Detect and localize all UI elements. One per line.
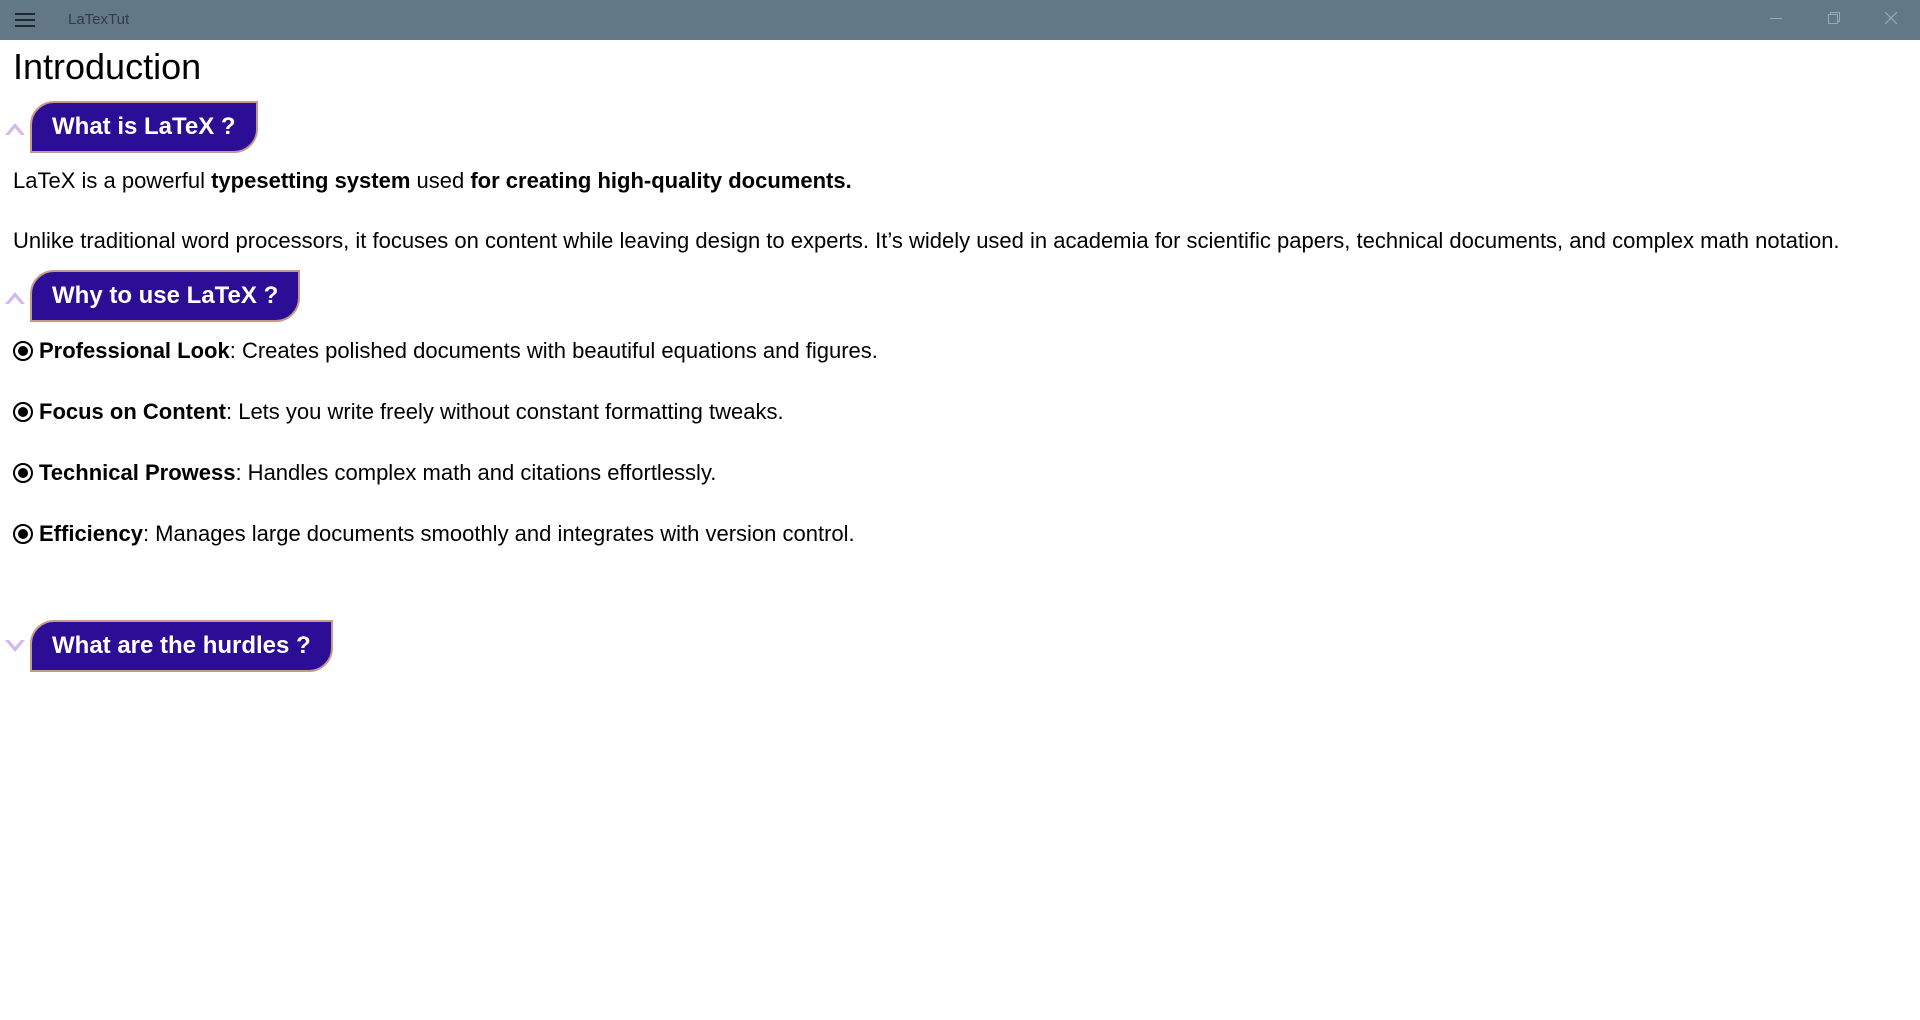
section-header-why-use-latex[interactable] [0,270,300,322]
page-title: Introduction [13,46,202,87]
list-item-title: Focus on Content [39,399,226,424]
list-item-text: : Creates polished documents with beautiful equations and figures. [229,338,878,363]
chevron-up-icon[interactable] [4,117,26,139]
radio-bullet-icon [13,402,33,422]
list-item [13,519,855,549]
list-item-text: : Handles complex math and citations effortlessly. [235,460,717,485]
app-title: LaTexTut [68,11,130,28]
description-paragraph: Unlike traditional word processors, it focuses on content while leaving design to experts. It’s widely used in academia for scientific papers, technical documents, and complex math notation. [13,228,1840,253]
section-heading[interactable]: What is LaTeX ? [30,101,258,153]
title-bar [0,0,1920,40]
list-item-title: Professional Look [39,338,230,363]
restore-button[interactable] [1805,0,1863,40]
minimize-button[interactable] [1747,0,1805,40]
restore-icon [1828,11,1840,29]
minimize-icon [1770,11,1782,29]
chevron-down-icon[interactable] [4,636,26,658]
list-item [13,458,716,488]
paragraph-text: used [410,168,471,193]
list-item [13,397,784,427]
section-heading[interactable]: What are the hurdles ? [30,620,333,672]
emphasis-text: for creating high-quality documents. [470,168,852,193]
radio-bullet-icon [13,524,33,544]
paragraph-text: LaTeX is a powerful [13,168,212,193]
close-icon [1885,11,1897,29]
radio-bullet-icon [13,341,33,361]
chevron-up-icon[interactable] [4,286,26,308]
section-header-hurdles[interactable] [0,620,340,672]
hamburger-menu-icon[interactable] [9,8,41,32]
close-button[interactable] [1862,0,1920,40]
emphasis-text: typesetting system [211,168,411,193]
section-header-what-is-latex[interactable] [0,101,260,153]
radio-bullet-icon [13,463,33,483]
intro-paragraph [13,166,852,196]
list-item [13,336,878,366]
list-item-text: : Manages large documents smoothly and integrates with version control. [142,521,855,546]
main-content [0,40,1920,1020]
list-item-text: : Lets you write freely without constant formatting tweaks. [225,399,784,424]
section-heading[interactable]: Why to use LaTeX ? [30,270,300,322]
list-item-title: Technical Prowess [39,460,236,485]
list-item-title: Efficiency [39,521,143,546]
